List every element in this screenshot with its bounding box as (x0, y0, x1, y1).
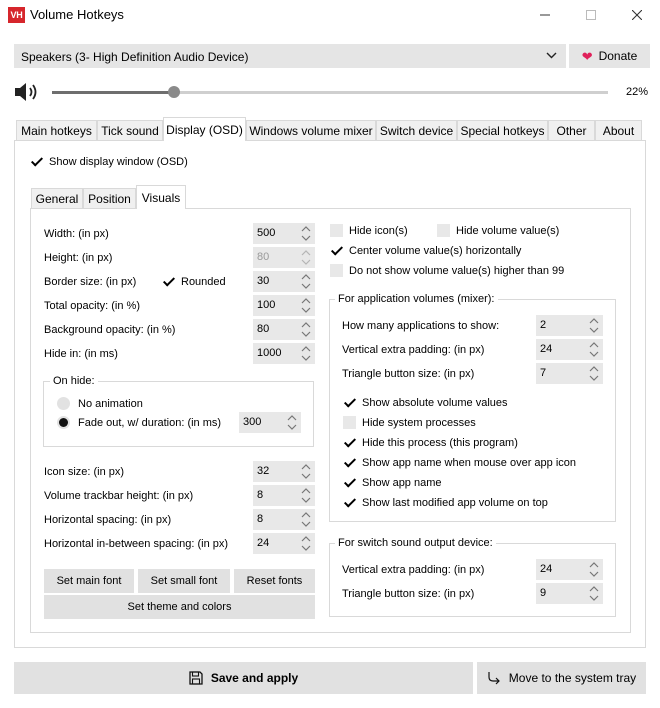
spin-arrows-icon[interactable] (588, 341, 600, 358)
hide-in-spinbox[interactable] (253, 343, 315, 364)
tab-about[interactable]: About (595, 120, 642, 140)
maximize-button[interactable] (568, 0, 614, 30)
no-animation-radio[interactable] (57, 397, 143, 410)
background-opacity-value: 80 (257, 323, 270, 335)
hide-this-process-label: Hide this process (this program) (362, 436, 518, 449)
subtab-position[interactable]: Position (83, 188, 136, 208)
radio-selected-icon (57, 416, 70, 429)
checkbox-unchecked-icon (330, 264, 343, 277)
speaker-icon[interactable] (14, 81, 40, 103)
trackbar-height-value: 8 (257, 489, 264, 501)
hide-system-processes-label: Hide system processes (362, 416, 476, 429)
spin-arrows-icon[interactable] (300, 297, 312, 314)
fade-duration-spinbox[interactable] (239, 412, 301, 433)
switch-device-group-title: For switch sound output device: (335, 537, 496, 549)
last-modified-on-top-checkbox[interactable] (343, 496, 548, 509)
app-triangle-size-value: 7 (540, 367, 547, 379)
volume-slider-thumb[interactable] (168, 86, 180, 98)
tab-other[interactable]: Other (548, 120, 595, 140)
show-display-window-label: Show display window (OSD) (49, 155, 188, 168)
app-logo-icon: VH (8, 7, 25, 23)
checkbox-checked-icon (30, 155, 43, 168)
title-bar (0, 0, 660, 30)
show-app-name-label: Show app name (362, 476, 442, 489)
spin-arrows-icon[interactable] (300, 249, 312, 266)
show-app-name-checkbox[interactable] (343, 476, 442, 489)
horizontal-spacing-value: 8 (257, 513, 264, 525)
spin-arrows-icon[interactable] (300, 487, 312, 504)
device-dropdown-value: Speakers (3- High Definition Audio Device) (21, 50, 249, 64)
subtab-general[interactable]: General (31, 188, 83, 208)
border-size-value: 30 (257, 275, 270, 287)
switch-vertical-padding-value: 24 (540, 563, 553, 575)
show-app-name-hover-label: Show app name when mouse over app icon (362, 456, 577, 469)
app-vertical-padding-spinbox[interactable] (536, 339, 603, 360)
save-and-apply-label: Save and apply (210, 671, 299, 685)
checkbox-checked-icon (330, 244, 343, 257)
hide-in-label: Hide in: (in ms) (44, 348, 118, 360)
tab-display-osd[interactable]: Display (OSD) (163, 117, 246, 141)
app-triangle-size-spinbox[interactable] (536, 363, 603, 384)
last-modified-on-top-label: Show last modified app volume on top (362, 496, 548, 509)
volume-slider-track[interactable] (52, 91, 608, 94)
switch-triangle-size-spinbox[interactable] (536, 583, 603, 604)
app-vertical-padding-label: Vertical extra padding: (in px) (342, 344, 485, 356)
checkbox-checked-icon (343, 476, 356, 489)
hide-volume-values-checkbox[interactable] (437, 224, 559, 237)
rounded-label: Rounded (181, 275, 226, 288)
height-value: 80 (257, 251, 270, 263)
horizontal-in-between-spinbox[interactable] (253, 533, 315, 554)
checkbox-unchecked-icon (437, 224, 450, 237)
heart-icon: ❤ (581, 48, 593, 64)
tab-main-hotkeys[interactable]: Main hotkeys (16, 120, 97, 140)
volume-slider-fill (52, 91, 174, 94)
volume-percent: 22% (626, 86, 649, 98)
fade-duration-value: 300 (243, 416, 262, 428)
center-values-checkbox[interactable] (330, 244, 521, 257)
total-opacity-value: 100 (257, 299, 276, 311)
spin-arrows-icon[interactable] (300, 345, 312, 362)
no-animation-label: No animation (78, 397, 143, 410)
app-volumes-group-title: For application volumes (mixer): (335, 293, 498, 305)
chevron-down-icon (546, 50, 557, 61)
minimize-button[interactable] (522, 0, 568, 30)
rounded-checkbox[interactable] (162, 275, 226, 288)
spin-arrows-icon[interactable] (300, 321, 312, 338)
radio-unselected-icon (57, 397, 70, 410)
switch-vertical-padding-spinbox[interactable] (536, 559, 603, 580)
move-to-tray-button[interactable] (477, 662, 646, 694)
fade-out-label: Fade out, w/ duration: (in ms) (78, 416, 222, 429)
spin-arrows-icon[interactable] (286, 414, 298, 431)
minimize-icon (540, 10, 550, 20)
checkbox-checked-icon (162, 275, 175, 288)
how-many-apps-value: 2 (540, 319, 547, 331)
checkbox-unchecked-icon (343, 416, 356, 429)
switch-device-group (329, 543, 616, 617)
tab-tick-sound[interactable]: Tick sound (97, 120, 163, 140)
spin-arrows-icon[interactable] (588, 561, 600, 578)
checkbox-checked-icon (343, 396, 356, 409)
move-to-tray-label: Move to the system tray (508, 671, 637, 685)
set-theme-colors-button[interactable]: Set theme and colors (44, 595, 315, 619)
total-opacity-label: Total opacity: (in %) (44, 300, 140, 312)
border-size-spinbox[interactable] (253, 271, 315, 292)
total-opacity-spinbox[interactable] (253, 295, 315, 316)
icon-size-spinbox[interactable] (253, 461, 315, 482)
spin-arrows-icon[interactable] (588, 317, 600, 334)
checkbox-checked-icon (343, 436, 356, 449)
width-spinbox[interactable] (253, 223, 315, 244)
tab-windows-volume-mixer[interactable]: Windows volume mixer (246, 120, 376, 140)
spin-arrows-icon[interactable] (588, 365, 600, 382)
icon-size-label: Icon size: (in px) (44, 466, 125, 478)
subtab-visuals[interactable]: Visuals (136, 185, 186, 209)
show-app-name-hover-checkbox[interactable] (343, 456, 576, 469)
on-hide-group-title: On hide: (50, 375, 98, 387)
icon-size-value: 32 (257, 465, 270, 477)
height-spinbox (253, 247, 315, 268)
not-higher-than-99-label: Do not show volume value(s) higher than 99 (349, 264, 565, 277)
spin-arrows-icon[interactable] (300, 273, 312, 290)
hide-volume-values-label: Hide volume value(s) (456, 224, 560, 237)
not-higher-than-99-checkbox[interactable] (330, 264, 564, 277)
app-vertical-padding-value: 24 (540, 343, 553, 355)
checkbox-checked-icon (343, 456, 356, 469)
close-button[interactable] (614, 0, 660, 30)
window-title: Volume Hotkeys (30, 7, 124, 22)
checkbox-unchecked-icon (330, 224, 343, 237)
close-icon (632, 10, 642, 20)
tab-special-hotkeys[interactable]: Special hotkeys (457, 120, 548, 140)
donate-button[interactable] (569, 44, 650, 68)
hide-system-processes-checkbox[interactable] (343, 416, 476, 429)
set-main-font-button[interactable]: Set main font (44, 569, 134, 593)
how-many-apps-spinbox[interactable] (536, 315, 603, 336)
width-label: Width: (in px) (44, 228, 109, 240)
horizontal-in-between-value: 24 (257, 537, 270, 549)
horizontal-spacing-spinbox[interactable] (253, 509, 315, 530)
show-absolute-values-label: Show absolute volume values (362, 396, 508, 409)
trackbar-height-spinbox[interactable] (253, 485, 315, 506)
horizontal-in-between-label: Horizontal in-between spacing: (in px) (44, 538, 229, 550)
spin-arrows-icon[interactable] (300, 463, 312, 480)
hide-this-process-checkbox[interactable] (343, 436, 518, 449)
switch-triangle-size-label: Triangle button size: (in px) (342, 588, 475, 600)
show-absolute-values-checkbox[interactable] (343, 396, 508, 409)
hide-in-value: 1000 (257, 347, 282, 359)
app-triangle-size-label: Triangle button size: (in px) (342, 368, 475, 380)
spin-arrows-icon[interactable] (300, 535, 312, 552)
fade-out-radio[interactable] (57, 416, 221, 429)
tab-switch-device[interactable]: Switch device (376, 120, 457, 140)
background-opacity-label: Background opacity: (in %) (44, 324, 176, 336)
switch-triangle-size-value: 9 (540, 587, 547, 599)
show-display-window-checkbox[interactable] (30, 155, 188, 168)
set-small-font-button[interactable]: Set small font (138, 569, 230, 593)
background-opacity-spinbox[interactable] (253, 319, 315, 340)
spin-arrows-icon[interactable] (300, 511, 312, 528)
reset-fonts-button[interactable]: Reset fonts (234, 569, 315, 593)
arrow-down-right-icon (487, 671, 501, 685)
donate-button-label: Donate (598, 49, 638, 63)
device-dropdown[interactable] (14, 44, 566, 68)
spin-arrows-icon[interactable] (300, 225, 312, 242)
border-size-label: Border size: (in px) (44, 276, 137, 288)
switch-vertical-padding-label: Vertical extra padding: (in px) (342, 564, 485, 576)
floppy-disk-icon (189, 671, 203, 685)
maximize-icon (586, 10, 596, 20)
hide-icons-label: Hide icon(s) (349, 224, 408, 237)
checkbox-checked-icon (343, 496, 356, 509)
trackbar-height-label: Volume trackbar height: (in px) (44, 490, 194, 502)
center-values-label: Center volume value(s) horizontally (349, 244, 522, 257)
height-label: Height: (in px) (44, 252, 113, 264)
spin-arrows-icon[interactable] (588, 585, 600, 602)
save-and-apply-button[interactable] (14, 662, 473, 694)
horizontal-spacing-label: Horizontal spacing: (in px) (44, 514, 172, 526)
width-value: 500 (257, 227, 276, 239)
hide-icons-checkbox[interactable] (330, 224, 408, 237)
how-many-apps-label: How many applications to show: (342, 320, 500, 332)
